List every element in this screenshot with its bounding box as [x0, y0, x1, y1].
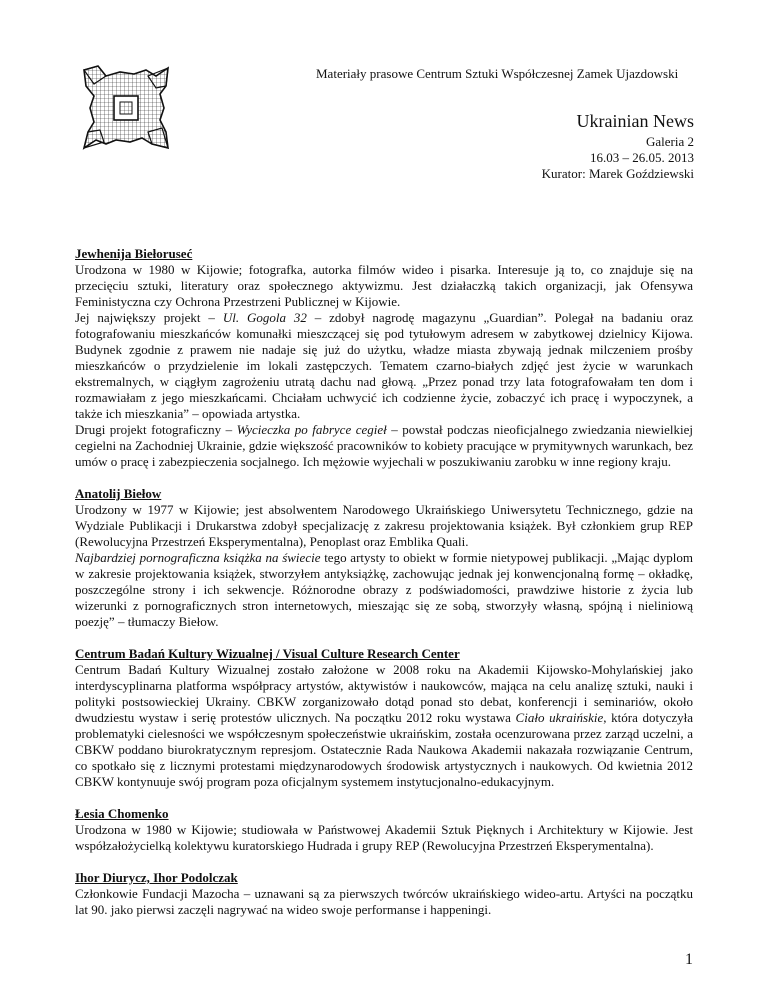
document-body [75, 246, 693, 934]
section-paragraph [75, 662, 693, 790]
text-run: Urodzony w 1977 w Kijowie; jest absolwentem Narodowego Ukraińskiego Uniwersytetu Technicznego, gdzie na Wydziale Publikacji i Drukarstwa zdobył specjalizację z zakresu projektowania książek. Był członkiem grup REP (Rewolucyjna Przestrzeń Eksperymentalna), Penoplast oraz Emblika Quali. [75, 502, 693, 549]
section-heading: Jewhenija Biełoruseć [75, 246, 193, 261]
ujazdowski-castle-logo-icon [76, 58, 176, 158]
section-paragraph [75, 550, 693, 630]
section-heading: Centrum Badań Kultury Wizualnej / Visual Culture Research Center [75, 646, 460, 661]
section-heading: Łesia Chomenko [75, 806, 169, 821]
exhibition-info [542, 108, 694, 182]
exhibition-gallery: Galeria 2 [645, 134, 694, 149]
artist-section [75, 870, 693, 918]
section-paragraph [75, 262, 693, 310]
text-run: Członkowie Fundacji Mazocha – uznawani są za pierwszych twórców ukraińskiego wideo-artu. Artyści na początku lat 90. jako pierwsi zaczęli nagrywać na wideo swoje performanse i happeningi. [75, 886, 693, 917]
exhibition-curator: Kurator: Marek Goździewski [541, 166, 694, 181]
page-number: 1 [685, 951, 693, 968]
text-run: tego artysty to obiekt w formie nietypowej publikacji. „Mając dyplom w zakresie projektowania książek, stworzyłem antyksiążkę, zachowując jednak jej konwencjonalną formę – okładkę, poszczególne strony i ich sekwencje. Różnorodne obrazy z podświadomości, prawdziwe historie z życia lub wizerunki z pornograficznych stron internetowych, mieszając się ze sobą, stworzyły własną, spójną i nieliniową poezję” – tłumaczy Biełow. [75, 550, 694, 629]
text-run: Drugi projekt fotograficzny – [75, 422, 237, 437]
artist-section [75, 486, 693, 630]
section-paragraph [75, 310, 693, 422]
exhibition-dates: 16.03 – 26.05. 2013 [590, 150, 694, 165]
text-run: Urodzona w 1980 w Kijowie; studiowała w Państwowej Akademii Sztuk Pięknych i Architektury w Kijowie. Jest współzałożycielką kolektywu kuratorskiego Hudrada i grupy REP (Rewolucyjna Przestrzeń Eksperymentalna). [75, 822, 693, 853]
text-run: Urodzona w 1980 w Kijowie; fotografka, autorka filmów wideo i pisarka. Interesuje ją to, co znajduje się na przecięciu sztuki, literatury oraz społecznego aktywizmu. Jest działaczką takich organizacji, jak Ofensywa Feministyczna czy Ochrona Przestrzeni Publicznej w Kijowie. [75, 262, 693, 309]
artist-section [75, 806, 693, 854]
work-title: Wycieczka po fabryce cegieł [236, 422, 387, 437]
section-paragraph [75, 886, 693, 918]
section-heading: Anatolij Biełow [75, 486, 162, 501]
section-paragraph [75, 422, 693, 470]
section-heading: Ihor Diurycz, Ihor Podolczak [75, 870, 238, 885]
exhibition-title: Ukrainian News [576, 111, 694, 131]
text-run: Centrum Badań Kultury Wizualnej zostało założone w 2008 roku na Akademii Kijowsko-Mohylańskiej jako interdyscyplinarna platforma współpracy artystów, aktywistów i naukowców, mająca na celu analizę sztuki, nauki i polityki postsowieckiej Ukrainy. CBKW zorganizowało dotąd ponad sto debat, konferencji i seminariów, około dwudziestu wystaw i serię protestów ulicznych. Na początku 2012 roku wystawa [75, 662, 693, 725]
section-paragraph [75, 502, 693, 550]
artist-section [75, 246, 693, 470]
work-title: Ul. Gogola 32 [222, 310, 307, 325]
work-title: Najbardziej pornograficzna książka na świecie [75, 550, 321, 565]
section-paragraph [75, 822, 693, 854]
text-run: Jej największy projekt – [75, 310, 223, 325]
text-run: , która dotyczyła problematyki cielesności we współczesnym społeczeństwie ukraińskim, została ocenzurowana przez zarząd uczelni, a CBKW poddano biurokratycznym represjom. Ostatecznie Rada Naukowa Akademii nakazała rozwiązanie Centrum, co spotkało się z licznymi protestami międzynarodowych środowisk artystycznych i naukowych. Od kwietnia 2012 CBKW kontynuuje swój program poza oficjalnym systemem instytucjonalno-edukacyjnym. [75, 710, 694, 789]
artist-section [75, 646, 693, 790]
header-title: Materiały prasowe Centrum Sztuki Współczesnej Zamek Ujazdowski [316, 66, 679, 81]
text-run: – zdobył nagrodę magazynu „Guardian”. Polegał na badaniu oraz fotografowaniu mieszkańców komunałki mieszczącej się pod tytułowym adresem w zabytkowej dzielnicy Kijowa. Budynek zgodnie z prawem nie nadaje się już do użytku, władze miasta zbywają jednak milczeniem prośby mieszkańców o przydzielenie im lokali zastępczych. Tematem czarno-białych zdjęć jest życie w warunkach ekstremalnych, w ciągłym zagrożeniu utratą dachu nad głową. „Przez ponad trzy lata fotografowałam ten dom i rozmawiałam z jego mieszkańcami. Chciałam uchwycić ich codzienne życie, zobaczyć ich pracę i wypoczynek, a także ich mieszkania” – opowiada artystka. [75, 310, 694, 421]
work-title: Ciało ukraińskie [515, 710, 604, 725]
text-run: – powstał podczas nieoficjalnego zwiedzania niewielkiej cegielni na Zachodniej Ukrainie, gdzie większość pracowników to kobiety pracujące w prymitywnych warunkach, bez umów o pracę i zabezpieczenia socjalnego. Ich mężowie wyjechali w poszukiwaniu zarobku w inne regiony kraju. [75, 422, 694, 469]
